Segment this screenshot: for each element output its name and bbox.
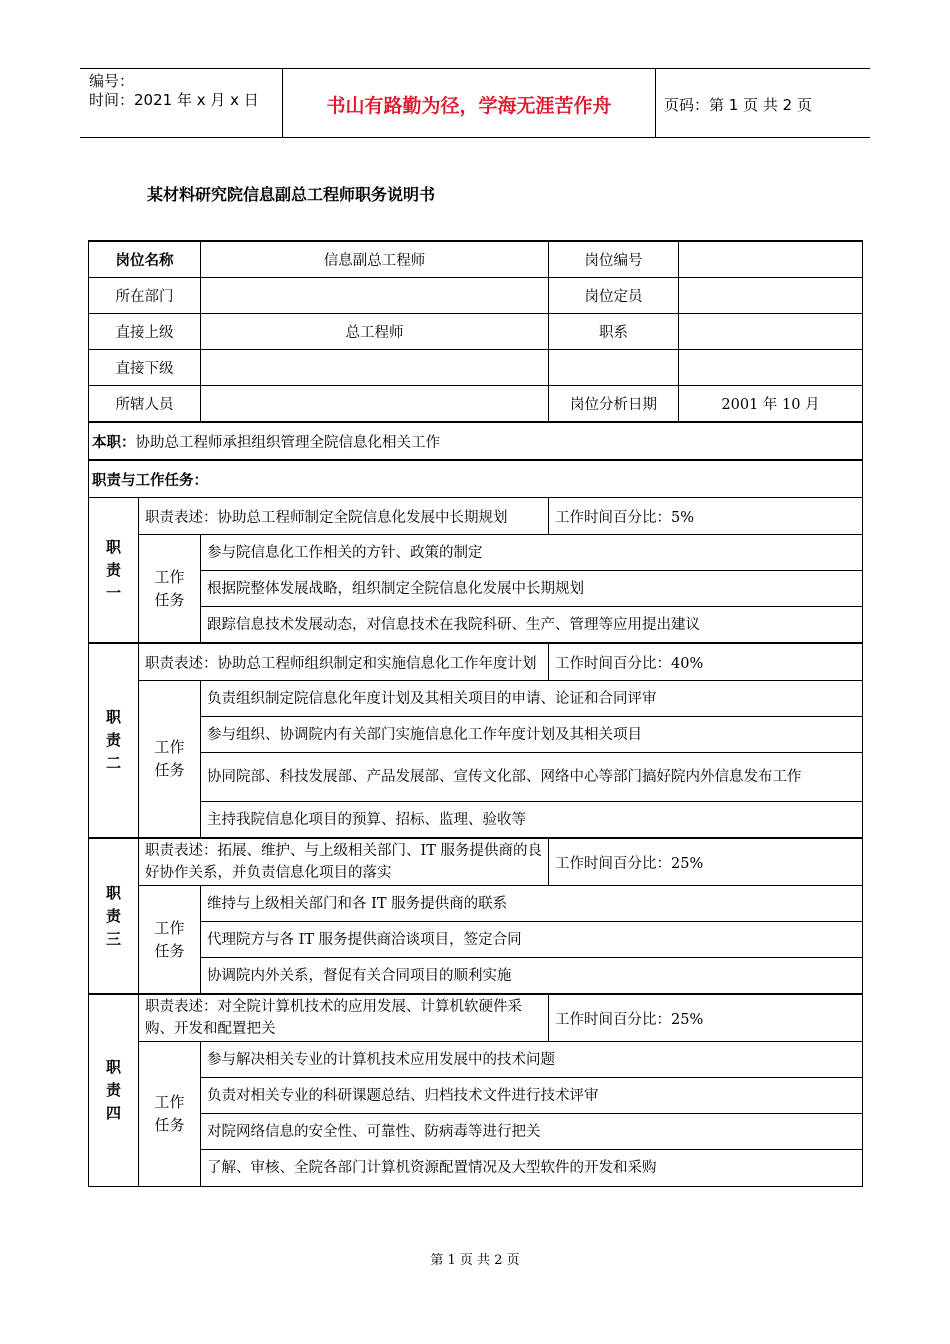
position-name-label: 岗位名称 bbox=[89, 241, 201, 278]
task-item: 主持我院信息化项目的预算、招标、监理、验收等 bbox=[201, 802, 863, 839]
task-label: 工作 任务 bbox=[139, 535, 201, 644]
empty-cell bbox=[549, 350, 679, 386]
doc-date-label: 时间：2021 年 x 月 x 日 bbox=[89, 91, 259, 109]
document-title: 某材料研究院信息副总工程师职务说明书 bbox=[147, 185, 436, 204]
department-label: 所在部门 bbox=[89, 278, 201, 314]
staff-label: 所辖人员 bbox=[89, 386, 201, 423]
task-item: 协调院内外关系，督促有关合同项目的顺利实施 bbox=[201, 958, 863, 995]
duty-description: 职责表述：拓展、维护、与上级相关部门、IT 服务提供商的良好协作关系，并负责信息化项目的落实 bbox=[139, 838, 549, 886]
task-item: 根据院整体发展战略，组织制定全院信息化发展中长期规划 bbox=[201, 571, 863, 607]
duty-label: 职 责 四 bbox=[89, 994, 139, 1187]
quota-label: 岗位定员 bbox=[549, 278, 679, 314]
duty-summary-label: 本职： bbox=[92, 434, 136, 451]
task-item: 了解、审核、全院各部门计算机资源配置情况及大型软件的开发和采购 bbox=[201, 1150, 863, 1187]
duty-label: 职 责 三 bbox=[89, 838, 139, 994]
task-item: 代理院方与各 IT 服务提供商洽谈项目，签定合同 bbox=[201, 922, 863, 958]
position-code-value bbox=[679, 241, 863, 278]
analysis-date-value: 2001 年 10 月 bbox=[679, 386, 863, 423]
duty-description: 职责表述：协助总工程师组织制定和实施信息化工作年度计划 bbox=[139, 643, 549, 681]
page-header bbox=[80, 68, 870, 138]
task-item: 负责对相关专业的科研课题总结、归档技术文件进行技术评审 bbox=[201, 1078, 863, 1114]
task-label: 工作 任务 bbox=[139, 681, 201, 839]
task-item: 协同院部、科技发展部、产品发展部、宣传文化部、网络中心等部门搞好院内外信息发布工作 bbox=[201, 753, 863, 802]
analysis-date-label: 岗位分析日期 bbox=[549, 386, 679, 423]
task-label: 工作 任务 bbox=[139, 886, 201, 995]
duty-time-pct: 工作时间百分比：25% bbox=[549, 994, 863, 1042]
task-item: 参与解决相关专业的计算机技术应用发展中的技术问题 bbox=[201, 1042, 863, 1078]
department-value bbox=[201, 278, 549, 314]
duty-summary-text: 协助总工程师承担组织管理全院信息化相关工作 bbox=[135, 434, 440, 451]
header-left bbox=[80, 69, 282, 137]
header-slogan-cell bbox=[282, 69, 656, 137]
duty-label: 职 责 二 bbox=[89, 643, 139, 838]
header-slogan: 书山有路勤为径，学海无涯苦作舟 bbox=[326, 95, 612, 117]
task-item: 负责组织制定院信息化年度计划及其相关项目的申请、论证和合同评审 bbox=[201, 681, 863, 717]
superior-value: 总工程师 bbox=[201, 314, 549, 350]
task-item: 参与院信息化工作相关的方针、政策的制定 bbox=[201, 535, 863, 571]
task-label: 工作 任务 bbox=[139, 1042, 201, 1187]
task-item: 跟踪信息技术发展动态，对信息技术在我院科研、生产、管理等应用提出建议 bbox=[201, 607, 863, 644]
staff-value bbox=[201, 386, 549, 423]
task-item: 参与组织、协调院内有关部门实施信息化工作年度计划及其相关项目 bbox=[201, 717, 863, 753]
header-page-label: 页码：第 1 页 共 2 页 bbox=[664, 96, 812, 114]
duty-summary bbox=[89, 422, 863, 460]
position-name-value: 信息副总工程师 bbox=[201, 241, 549, 278]
duty-time-pct: 工作时间百分比：5% bbox=[549, 498, 863, 535]
series-value bbox=[679, 314, 863, 350]
page-footer: 第 1 页 共 2 页 bbox=[430, 1253, 520, 1268]
subordinate-value bbox=[201, 350, 549, 386]
task-item: 对院网络信息的安全性、可靠性、防病毒等进行把关 bbox=[201, 1114, 863, 1150]
duty-description: 职责表述：对全院计算机技术的应用发展、计算机软硬件采购、开发和配置把关 bbox=[139, 994, 549, 1042]
series-label: 职系 bbox=[549, 314, 679, 350]
job-description-table bbox=[88, 240, 863, 1187]
duties-header: 职责与工作任务： bbox=[89, 460, 863, 498]
task-item: 维持与上级相关部门和各 IT 服务提供商的联系 bbox=[201, 886, 863, 922]
empty-cell bbox=[679, 350, 863, 386]
position-code-label: 岗位编号 bbox=[549, 241, 679, 278]
duty-time-pct: 工作时间百分比：40% bbox=[549, 643, 863, 681]
subordinate-label: 直接下级 bbox=[89, 350, 201, 386]
duty-description: 职责表述：协助总工程师制定全院信息化发展中长期规划 bbox=[139, 498, 549, 535]
quota-value bbox=[679, 278, 863, 314]
duty-label: 职 责 一 bbox=[89, 498, 139, 644]
doc-number-label: 编号： bbox=[89, 72, 135, 90]
superior-label: 直接上级 bbox=[89, 314, 201, 350]
duty-time-pct: 工作时间百分比：25% bbox=[549, 838, 863, 886]
